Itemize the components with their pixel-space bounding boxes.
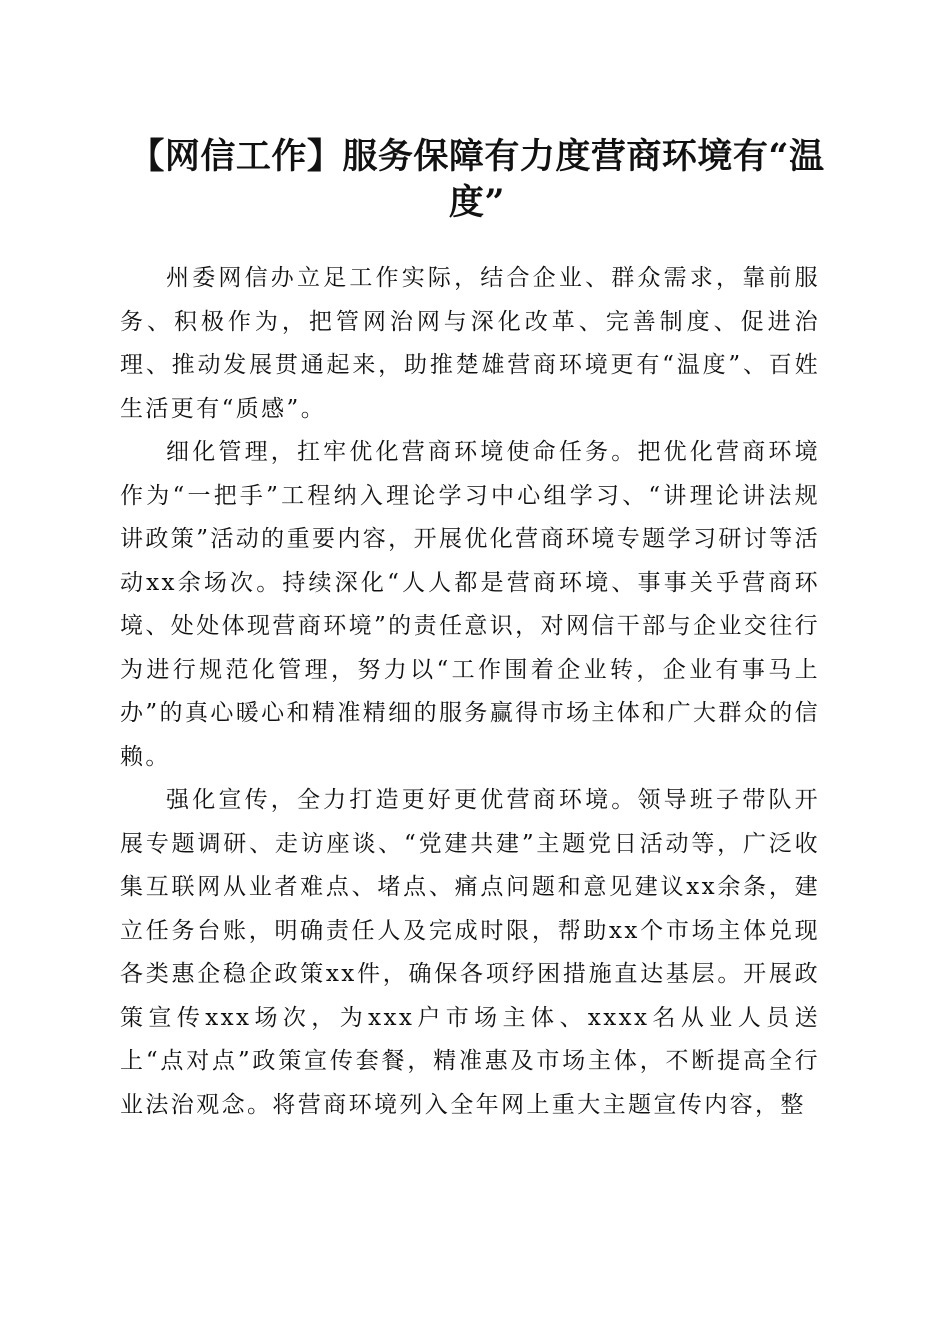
paragraph-publicity: 强化宣传，全力打造更好更优营商环境。领导班子带队开展专题调研、走访座谈、“党建共建”主题党日活动等，广泛收集互联网从业者难点、堵点、痛点问题和意见建议xx余条，建立任务台账，明确责任人及完成时限，帮助xx个市场主体兑现各类惠企稳企政策xx件，确保各项纾困措施直达基层。开展政策宣传xxx场次，为xxx户市场主体、xxxx名从业人员送上“点对点”政策宣传套餐，精准惠及市场主体，不断提高全行业法治观念。将营商环境列入全年网上重大主题宣传内容，整 — [120, 787, 820, 1118]
paragraph-intro: 州委网信办立足工作实际，结合企业、群众需求，靠前服务、积极作为，把管网治网与深化改革、完善制度、促进治理、推动发展贯通起来，助推楚雄营商环境更有“温度”、百姓生活更有“质感”。 — [120, 265, 820, 422]
document-body — [120, 257, 820, 1127]
document-title: 【网信工作】服务保障有力度营商环境有“温度” — [129, 136, 825, 223]
paragraph-management: 细化管理，扛牢优化营商环境使命任务。把优化营商环境作为“一把手”工程纳入理论学习中心组学习、“讲理论讲法规讲政策”活动的重要内容，开展优化营商环境专题学习研讨等活动xx余场次。持续深化“人人都是营商环境、事事关乎营商环境、处处体现营商环境”的责任意识，对网信干部与企业交往行为进行规范化管理，努力以“工作围着企业转，企业有事马上办”的真心暖心和精准精细的服务赢得市场主体和广大群众的信赖。 — [120, 439, 820, 770]
